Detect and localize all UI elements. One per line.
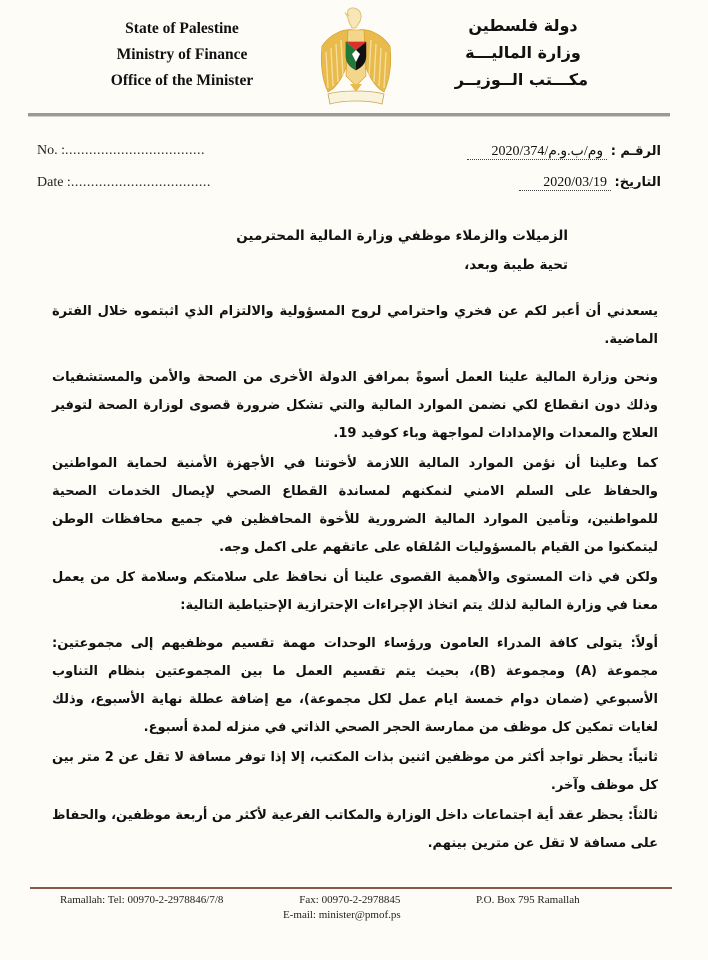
paragraph-1 <box>52 298 658 354</box>
paragraph-1-text: يسعدني أن أعبر لكم عن فخري واحترامي لروح المسؤولية والالتزام الذي اثبتموه خلال الفترة الماضية. <box>52 304 658 347</box>
measure-item-1 <box>52 630 658 742</box>
reference-date-en <box>37 175 211 191</box>
no-label-en: No. : <box>37 143 65 158</box>
measure-item-2-text: ثانياً: يحظر تواجد أكثر من موظفين اثنين بذات المكتب، إلا إذا توفر مسافة لا تقل عن 2 متر بين كل موظف وآخر. <box>52 750 658 793</box>
ministry-name-ar: وزارة الماليـــة <box>465 43 581 62</box>
letter-date: 2020/03/19 <box>519 175 611 191</box>
paragraph-4-text: ولكن في ذات المستوى والأهمية القصوى علينا أن نحافظ على سلامتكم وسلامة كل من يعمل معنا في وزارة المالية لذلك يتم اتخاذ الإجراءات الإحترازية الإحتياطية التالية: <box>52 570 658 613</box>
recipients-line: الزميلات والزملاء موظفي وزارة المالية المحترمين <box>236 228 568 244</box>
footer-telephone: Ramallah: Tel: 00970-2-2978846/7/8 <box>60 894 224 906</box>
measure-item-2 <box>52 744 658 800</box>
measure-item-3 <box>52 802 658 858</box>
greeting-line: تحية طيبة وبعد، <box>464 257 568 273</box>
date-dots-en: ................................... <box>70 175 211 190</box>
letter-body <box>52 222 658 858</box>
ministry-name-en: Ministry of Finance <box>116 46 248 63</box>
footer-divider <box>30 887 672 889</box>
no-dots-en: ................................... <box>65 143 205 158</box>
reference-number: وم/ب.و.م/2020/374 <box>467 144 607 160</box>
no-label-ar: الرقـم : <box>610 144 661 159</box>
office-name-en: Office of the Minister <box>110 72 254 89</box>
palestine-eagle-emblem-icon <box>314 6 398 110</box>
reference-no-en <box>37 143 205 159</box>
date-label-en: Date : <box>37 175 71 190</box>
reference-date-ar <box>519 175 661 191</box>
office-name-ar: مكـــتب الــوزيــر <box>454 70 588 89</box>
footer-email: E-mail: minister@pmof.ps <box>283 909 401 921</box>
letterhead-english <box>92 16 272 94</box>
state-name-ar: دولة فلسطين <box>468 16 578 35</box>
header-divider <box>28 113 670 117</box>
reference-no-ar <box>467 143 661 160</box>
footer-contact <box>283 893 401 923</box>
paragraph-4 <box>52 564 658 620</box>
footer-fax: Fax: 00970-2-2978845 <box>299 894 401 906</box>
measure-item-1-text: أولاً: يتولى كافة المدراء العامون ورؤساء الوحدات مهمة تقسيم موظفيهم إلى مجموعتين: مجموعة (A) ومجموعة (B)، بحيث يتم تقسيم العمل ما بين المجموعتين بنظام التناوب الأسبوعي (ضمان دوام خمسة ايام عمل لكل مجموعة)، مع إضافة عطلة نهاية الأسبوع، وذلك لغايات تمكين كل موظف من ممارسة الحجر الصحي الذاتي في منزله لمدة أسبوع. <box>52 636 658 735</box>
paragraph-3 <box>52 450 658 562</box>
date-label-ar: التاريخ: <box>614 175 661 190</box>
paragraph-2 <box>52 364 658 448</box>
footer-po-box: P.O. Box 795 Ramallah <box>476 894 580 906</box>
letterhead-arabic <box>454 12 588 93</box>
measure-item-3-text: ثالثاً: يحظر عقد أية اجتماعات داخل الوزارة والمكاتب الفرعية لأكثر من أربعة موظفين، والحفاظ على مسافة لا تقل عن مترين بينهم. <box>52 808 658 851</box>
paragraph-2-text: ونحن وزارة المالية علينا العمل أسوةً بمرافق الدولة الأخرى من الصحة والأمن والمستشفيات وذلك دون انقطاع لكي نضمن الموارد المالية والتي تشكل ضرورة قصوى لوزارة الصحة لتوفير العلاج والمعدات والإمدادات لمواجهة وباء كوفيد 19. <box>52 370 658 441</box>
paragraph-3-text: كما وعلينا أن نؤمن الموارد المالية اللازمة لأخوتنا في الأجهزة الأمنية لحماية المواطنين والحفاظ على السلم الامني لنمكنهم لمساندة القطاع الصحي لإيصال الخدمات الصحية للمواطنين، وتأمين الموارد المالية الضرورية للأخوة المحافظين في جميع محافظات الوطن ليتمكنوا من القيام بالمسؤوليات المُلقاه على عاتقهم على اكمل وجه. <box>52 456 658 555</box>
state-name-en: State of Palestine <box>125 20 239 37</box>
